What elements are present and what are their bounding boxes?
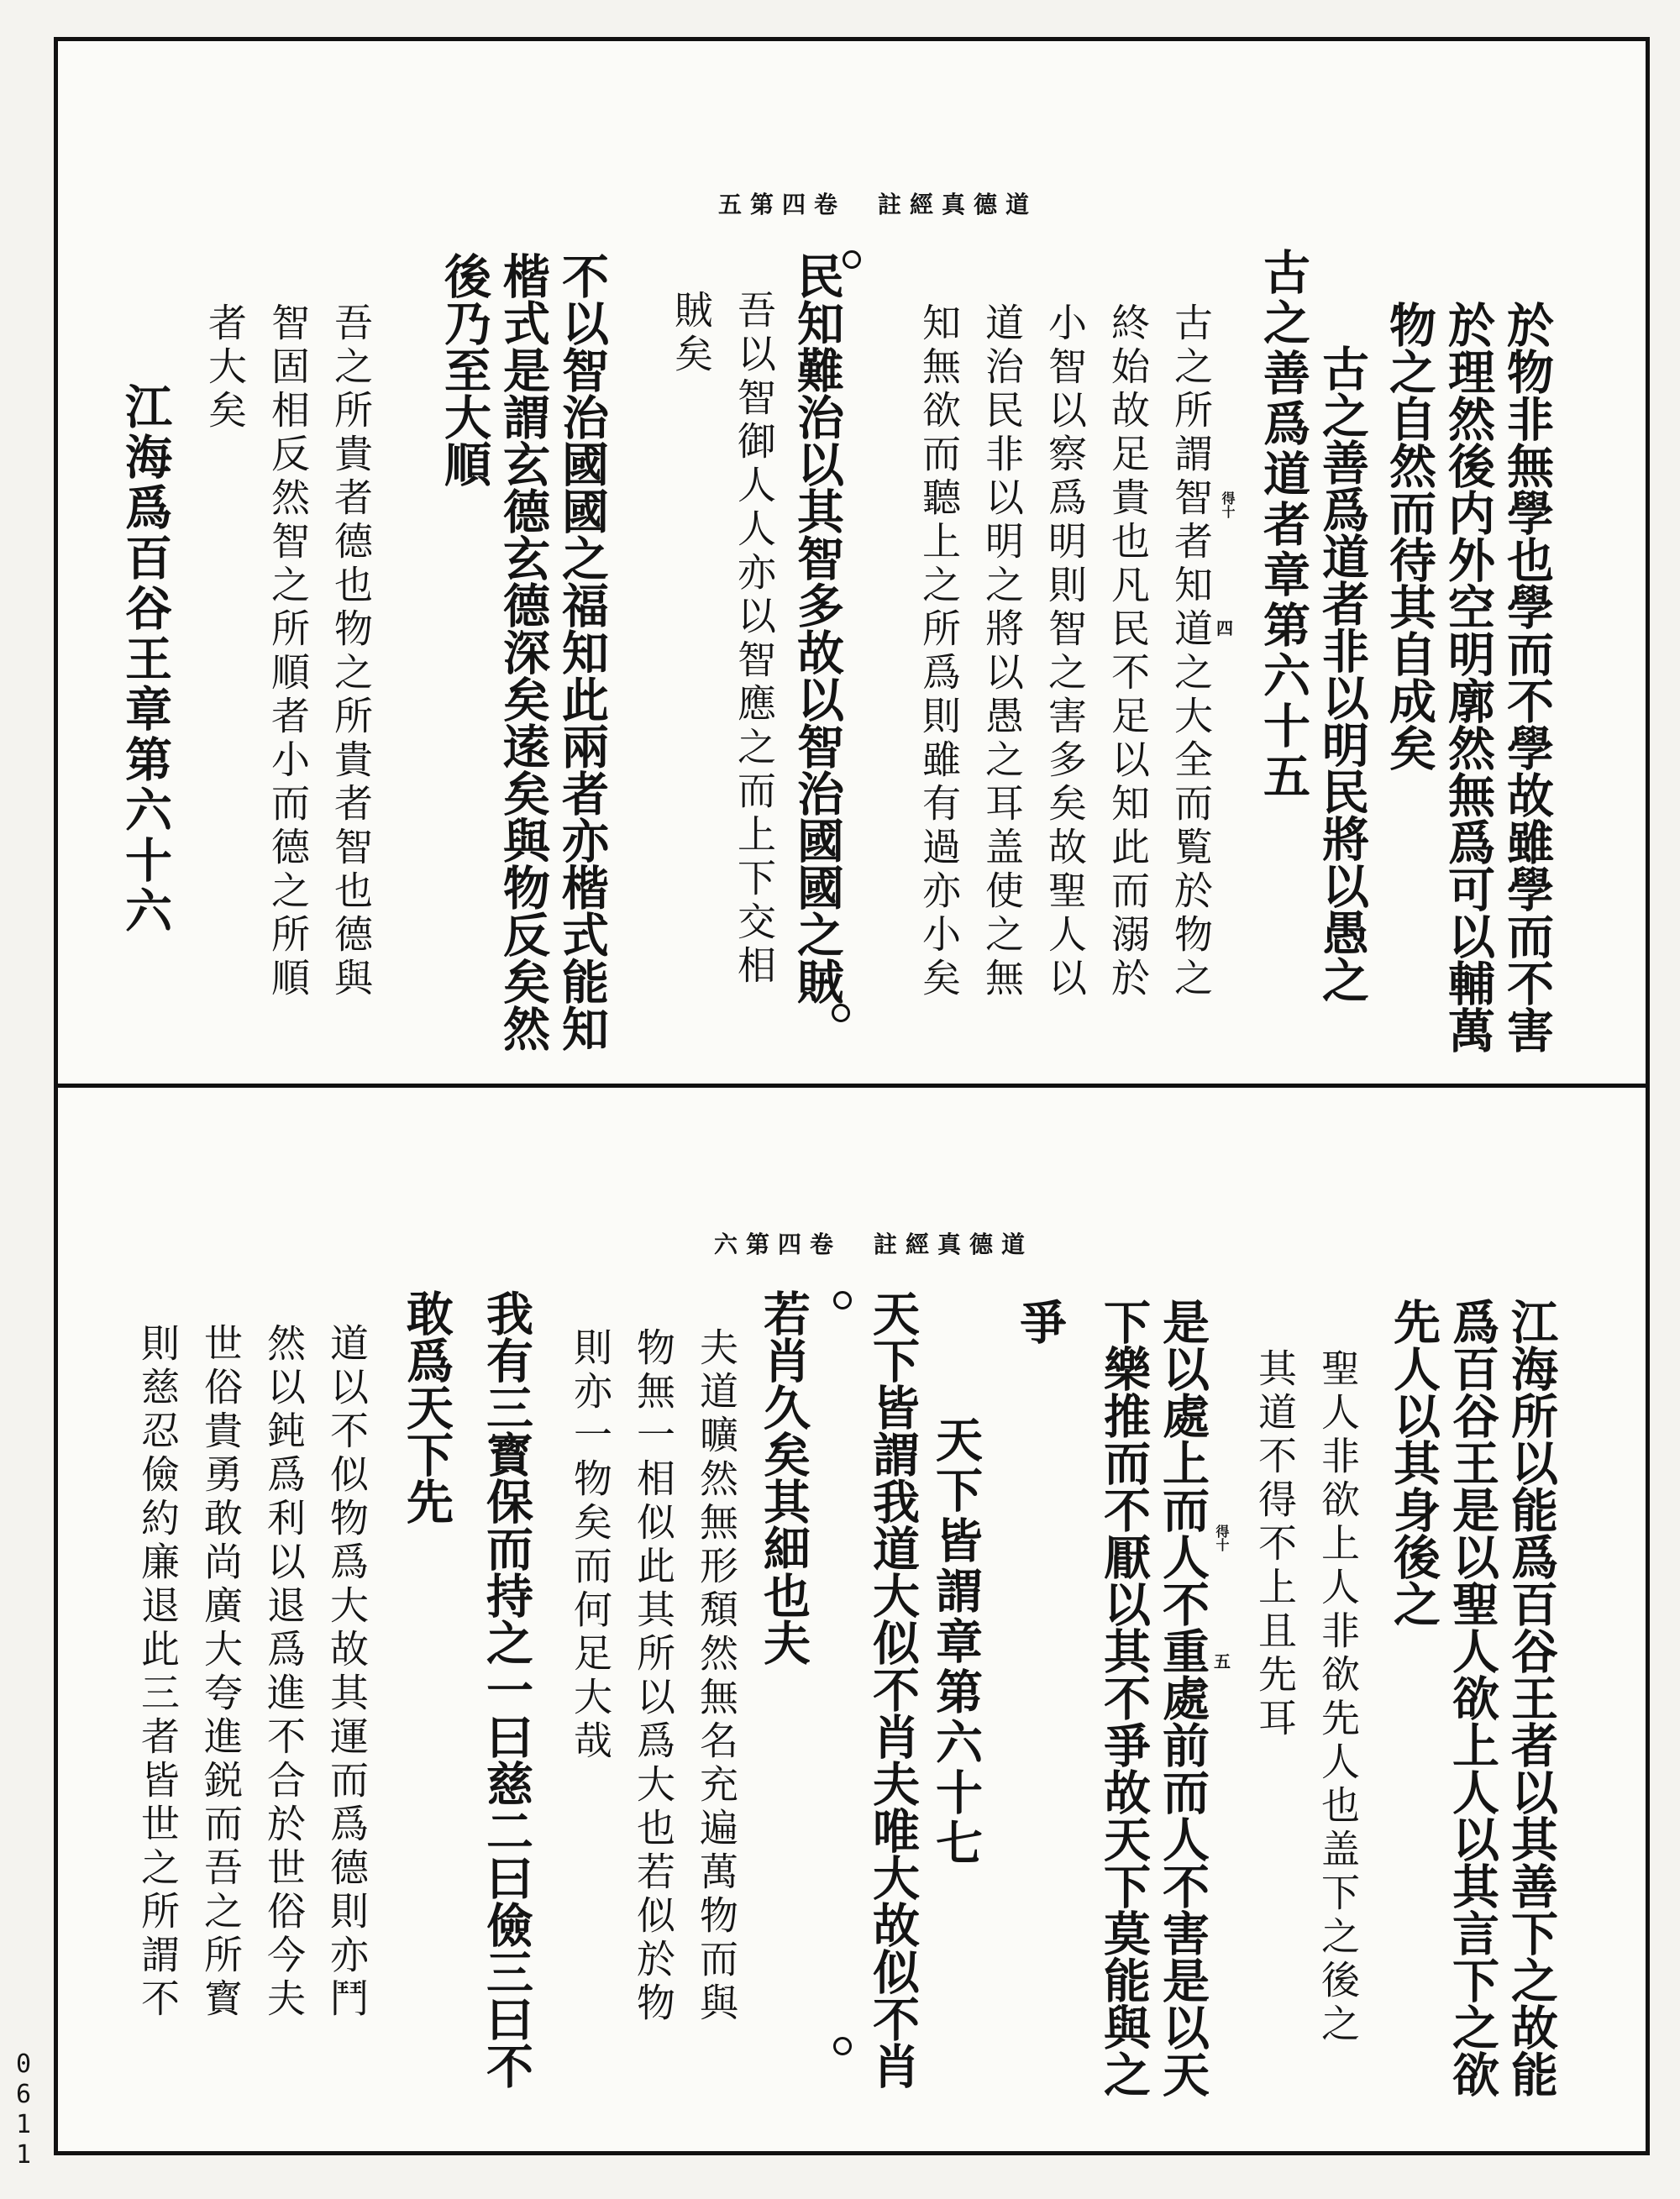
- top-text-column: 楷式是謂玄德玄德深矣逺矣與物反矣然: [496, 252, 551, 1052]
- bottom-commentary-column: 道以不似物爲大故其運而爲德則亦鬥: [324, 1323, 370, 2022]
- bottom-text-column: 若肖久矣其細也夫: [756, 1289, 811, 1666]
- bottom-commentary-column: 物無一相似此其所以爲大也若似於物: [631, 1327, 676, 2026]
- panel-divider: [54, 1084, 1650, 1088]
- top-commentary-column: 小智以察爲明則智之害多矣故聖人以: [1042, 302, 1088, 1001]
- bottom-commentary-column: 聖人非欲上人非欲先人也盖下之後之: [1315, 1348, 1361, 2047]
- top-text-column: 民知難治以其智多故以智治國國之賊: [790, 252, 845, 1005]
- top-text-column: 物之自然而待其自成矣: [1382, 301, 1437, 771]
- next-chapter-title: 江海爲百谷王章第六十六: [118, 382, 173, 937]
- bottom-text-column: 爭: [1012, 1298, 1068, 1345]
- top-commentary-column: 者大矣: [202, 302, 248, 433]
- bottom-text-column: 天下皆謂我道大似不肖夫唯大故似不肖: [865, 1289, 921, 2089]
- top-commentary-column: 吾以智御人人亦以智應之而上下交相: [732, 290, 777, 989]
- bottom-text-column: 爲百谷王是以聖人欲上人以其言下之欲: [1445, 1298, 1500, 2097]
- bottom-text-column: 是以處上而人不重處前而人不害是以天: [1155, 1298, 1210, 2097]
- bottom-commentary-column: 則慈忍儉約廉退此三者皆世之所謂不: [135, 1323, 181, 2022]
- top-panel-header: 五第四卷 註經真德道: [717, 191, 1038, 218]
- margin-mark: 得十: [1220, 491, 1236, 518]
- top-commentary-column: 吾之所貴者德也物之所貴者智也德與: [328, 302, 374, 1001]
- bottom-text-column: 我有三寳保而持之一曰慈二曰儉三曰不: [479, 1289, 534, 2089]
- bottom-text-column: 江海所以能爲百谷王者以其善下之故能: [1504, 1298, 1559, 2097]
- bottom-text-column: 敢爲天下先: [399, 1289, 454, 1525]
- page-number: 0611: [15, 2049, 32, 2170]
- top-commentary-column: 知無欲而聽上之所爲則雖有過亦小矣: [916, 302, 962, 1001]
- bottom-chapter-title: 天下皆謂章第六十七: [928, 1415, 984, 1869]
- top-text-column: 後乃至大順: [437, 252, 492, 487]
- top-commentary-column: 智固相反然智之所順者小而德之所順: [265, 302, 311, 1001]
- bottom-commentary-column: 其道不得不上且先耳: [1252, 1348, 1298, 1741]
- section-circle-marker: [833, 2037, 852, 2055]
- bottom-commentary-column: 則亦一物矣而何足大哉: [568, 1327, 613, 1764]
- top-text-column: 不以智治國國之福知此兩者亦楷式能知: [554, 252, 610, 1052]
- top-commentary-column: 賊矣: [669, 290, 714, 377]
- section-circle-marker: [832, 1004, 850, 1022]
- top-commentary-column: 古之所謂智者知道之大全而覧於物之: [1168, 302, 1214, 1001]
- bottom-panel-header: 六第四卷 註經真德道: [713, 1231, 1034, 1258]
- margin-mark: 得十: [1214, 1525, 1230, 1551]
- margin-mark: 四: [1216, 618, 1233, 638]
- bottom-text-column: 下樂推而不厭以其不爭故天下莫能與之: [1096, 1298, 1152, 2097]
- bottom-text-column: 先人以其身後之: [1386, 1298, 1441, 1627]
- top-chapter-title: 古之善爲道者章第六十五: [1256, 248, 1311, 802]
- section-circle-marker: [833, 1291, 852, 1309]
- top-text-column: 古之善爲道者非以明民將以愚之: [1315, 344, 1370, 1003]
- margin-mark: 五: [1214, 1651, 1231, 1672]
- bottom-commentary-column: 然以鈍爲利以退爲進不合於世俗今夫: [261, 1323, 307, 2022]
- top-text-column: 於理然後内外空明廓然無爲可以輔萬: [1441, 301, 1496, 1053]
- top-commentary-column: 道治民非以明之將以愚之耳盖使之無: [979, 302, 1025, 1001]
- bottom-commentary-column: 夫道曠然無形頽然無名充遍萬物而與: [694, 1327, 739, 2026]
- top-text-column: 於物非無學也學而不學故雖學而不害: [1499, 301, 1555, 1053]
- top-commentary-column: 終始故足貴也凡民不足以知此而溺於: [1105, 302, 1151, 1001]
- section-circle-marker: [843, 250, 861, 269]
- bottom-commentary-column: 世俗貴勇敢尚廣大夸進鋭而吾之所寳: [198, 1323, 244, 2022]
